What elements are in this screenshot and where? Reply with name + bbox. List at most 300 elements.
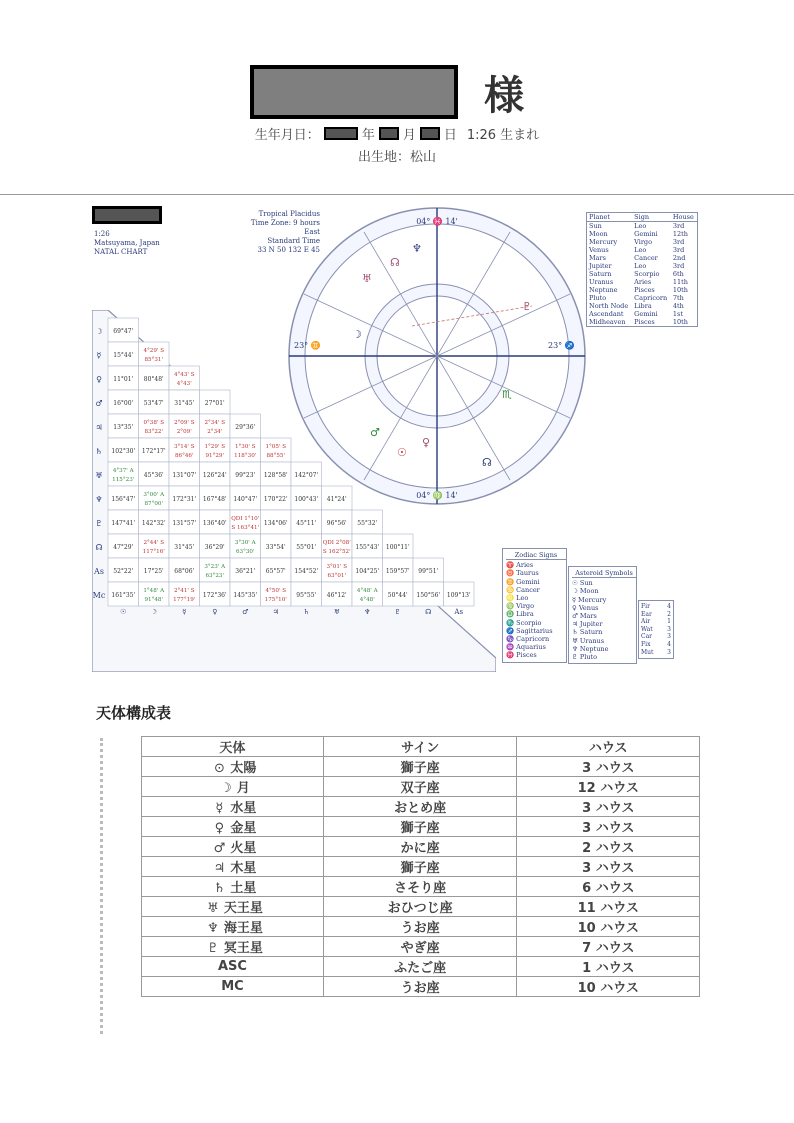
- grid-cell-value: 96°56': [326, 520, 347, 527]
- grid-cell-value: 3°23' A: [204, 564, 226, 570]
- planet-cell: [142, 937, 324, 957]
- grid-cell-value: 134°06': [263, 520, 288, 527]
- planet-cell: [142, 977, 324, 997]
- grid-cell-value: 136°40': [202, 520, 227, 527]
- planet-name: 土星: [230, 881, 257, 896]
- grid-col-label: ☽: [150, 608, 157, 616]
- honorific: 様: [484, 72, 524, 119]
- planet-table-cell: Midheaven: [589, 318, 626, 326]
- planet-table-cell: Gemini: [634, 310, 658, 318]
- composition-row: [142, 797, 700, 817]
- composition-row: [142, 877, 700, 897]
- grid-cell-value: 142°32': [141, 520, 166, 527]
- grid-cell-value: 63°30': [235, 549, 255, 555]
- asteroid-item: ♆ Neptune: [572, 644, 609, 653]
- planet-table-row: [587, 318, 697, 326]
- grid-cell-value: 109°13': [446, 592, 471, 599]
- planet-name: MC: [221, 979, 244, 994]
- grid-cell-value: 175°10': [264, 597, 287, 603]
- cusp-label-right: 23° ♐: [548, 341, 575, 350]
- grid-cell-value: QDI 1°10': [231, 516, 260, 522]
- birth-date-line: [0, 124, 794, 143]
- composition-row: [142, 857, 700, 877]
- neptune-glyph: ♆: [412, 242, 422, 255]
- sign-cell: さそり座: [323, 877, 517, 897]
- pluto-glyph: ♇: [522, 300, 532, 313]
- element-row: [641, 649, 671, 657]
- cusp-label-bottom: 04° ♍ 14': [416, 491, 458, 500]
- grid-cell-value: 177°19': [173, 597, 196, 603]
- zodiac-item: ♈ Aries: [506, 561, 534, 570]
- grid-cell-value: 131°57': [172, 520, 197, 527]
- grid-cell-value: 13°35': [113, 424, 134, 431]
- aspect-grid: [92, 310, 496, 672]
- planet-cell: [142, 897, 324, 917]
- grid-cell-value: 3°14' S: [173, 444, 195, 450]
- grid-cell-value: 115°23': [112, 477, 135, 483]
- planet-table-cell: Venus: [589, 246, 609, 254]
- grid-cell-value: 53°47': [143, 400, 164, 407]
- asteroid-item: ♇ Pluto: [572, 653, 598, 662]
- zodiac-legend: [502, 548, 567, 663]
- natal-chart: [92, 206, 704, 674]
- asteroid-item: ☉ Sun: [572, 579, 593, 588]
- grid-cell-value: 63°01': [327, 573, 347, 579]
- grid-cell-value: 11°01': [113, 376, 134, 383]
- grid-cell-value: 3°00' A: [143, 492, 165, 498]
- planet-table-cell: 3rd: [672, 222, 685, 230]
- element-row: [641, 626, 671, 634]
- house-cell: 1 ハウス: [517, 957, 700, 977]
- planet-table-cell: Pisces: [634, 318, 655, 326]
- asteroid-item: ♅ Uranus: [572, 636, 605, 645]
- grid-cell-value: 36°21': [235, 568, 256, 575]
- grid-cell-value: 2°09' S: [173, 420, 195, 426]
- grid-cell-value: 159°57': [385, 568, 410, 575]
- grid-cell-value: 3°30' A: [234, 540, 256, 546]
- planet-table-cell: 3rd: [672, 246, 685, 254]
- planet-table-cell: 2nd: [672, 254, 686, 262]
- redacted-chart-name: [92, 206, 162, 224]
- planet-table-cell: Sun: [589, 222, 602, 230]
- col-house: ハウス: [517, 737, 700, 757]
- asteroid-legend-title: Asteroid Symbols: [572, 569, 636, 578]
- grid-cell-value: 172°17': [141, 448, 166, 455]
- planet-table-cell: 11th: [672, 278, 688, 286]
- name-row: [250, 64, 524, 120]
- month-unit: 月: [402, 128, 416, 143]
- grid-cell-value: 50°44': [387, 592, 408, 599]
- grid-cell-value: 83°22': [144, 429, 164, 435]
- grid-cell-value: 2°09': [176, 429, 192, 435]
- house-cell: 10 ハウス: [517, 977, 700, 997]
- asteroid-item: ♀ Venus: [572, 603, 599, 612]
- planet-name: 太陽: [230, 761, 257, 776]
- house-cell: 3 ハウス: [517, 857, 700, 877]
- redacted-year: [324, 127, 358, 140]
- redacted-name: [250, 65, 458, 119]
- grid-cell-value: 147°41': [111, 520, 136, 527]
- planet-name: 水星: [230, 801, 257, 816]
- element-name: Fix: [641, 640, 651, 648]
- grid-cell-value: 99°23': [235, 472, 256, 479]
- grid-col-label: ☿: [182, 608, 187, 616]
- grid-cell-value: 4°43' S: [173, 372, 195, 378]
- planet-table-cell: Scorpio: [634, 270, 660, 278]
- planet-sign-table: [586, 212, 698, 327]
- cusp-label-left: 23° ♊: [294, 341, 321, 350]
- tz-line: Standard Time: [267, 237, 320, 245]
- sign-cell: 獅子座: [323, 757, 517, 777]
- house-cell: 11 ハウス: [517, 897, 700, 917]
- grid-row-label: ♀: [96, 375, 102, 384]
- sign-cell: おひつじ座: [323, 897, 517, 917]
- composition-row: [142, 757, 700, 777]
- grid-cell-value: 95°55': [296, 592, 317, 599]
- planet-table-cell: 12th: [672, 230, 688, 238]
- planet-table-cell: Virgo: [634, 238, 652, 246]
- chart-info-time: 1:26: [94, 230, 110, 238]
- grid-cell-value: S 163°41': [231, 525, 260, 531]
- grid-cell-value: 88°55': [266, 453, 286, 459]
- grid-cell-value: 85°31': [144, 357, 164, 363]
- element-count: 4: [667, 603, 671, 610]
- grid-cell-value: 55°01': [296, 544, 317, 551]
- planet-table-cell: Leo: [634, 246, 647, 254]
- col-planet: 天体: [142, 737, 324, 757]
- mars-glyph: ♂: [370, 426, 380, 439]
- planet-table-row: [587, 262, 697, 270]
- zodiac-item: ♉ Taurus: [506, 569, 539, 578]
- planet-table-cell: Jupiter: [589, 262, 612, 270]
- planet-name: 天王星: [223, 901, 263, 916]
- zodiac-item: ♎ Libra: [506, 610, 534, 619]
- jupiter-icon: ♃: [213, 861, 226, 876]
- element-counts: [638, 600, 674, 659]
- planet-table-cell: Uranus: [589, 278, 614, 286]
- planet-cell: [142, 917, 324, 937]
- planet-table-row: [587, 286, 697, 294]
- tz-line: 33 N 50 132 E 45: [257, 246, 320, 254]
- grid-cell-value: 69°47': [113, 328, 134, 335]
- composition-row: [142, 957, 700, 977]
- composition-row: [142, 837, 700, 857]
- grid-col-label: ♃: [272, 608, 279, 616]
- grid-cell-value: 118°30': [234, 453, 257, 459]
- house-cell: 7 ハウス: [517, 937, 700, 957]
- grid-cell-value: 145°35': [233, 592, 258, 599]
- node-glyph: ☊: [390, 256, 400, 269]
- saturn-icon: ♄: [213, 881, 226, 896]
- element-name: Ear: [641, 610, 652, 618]
- planet-cell: [142, 817, 324, 837]
- planet-table-cell: Mercury: [589, 238, 618, 246]
- element-row: [641, 611, 671, 619]
- redacted-day: [420, 127, 440, 140]
- house-cell: 3 ハウス: [517, 797, 700, 817]
- planet-cell: [142, 857, 324, 877]
- planet-table-row: [587, 254, 697, 262]
- planet-table-row: [587, 278, 697, 286]
- tz-line: Tropical Placidus: [258, 210, 320, 218]
- grid-cell-value: 100°43': [294, 496, 319, 503]
- element-row: [641, 633, 671, 641]
- mercury-icon: ☿: [215, 801, 224, 816]
- grid-cell-value: 1°48' A: [143, 588, 165, 594]
- zodiac-item: ♌ Leo: [506, 594, 529, 603]
- grid-cell-value: 117°16': [142, 549, 165, 555]
- grid-cell-value: 33°54': [265, 544, 286, 551]
- zodiac-item: ♓ Pisces: [506, 651, 537, 660]
- house-cell: 10 ハウス: [517, 917, 700, 937]
- planet-table-cell: Pluto: [589, 294, 607, 302]
- planet-table-row: [587, 230, 697, 238]
- uranus-icon: ♅: [207, 901, 219, 916]
- planet-table-row: [587, 246, 697, 254]
- planet-table-row: [587, 270, 697, 278]
- planet-table-cell: Gemini: [634, 230, 658, 238]
- zodiac-legend-title: Zodiac Signs: [506, 551, 566, 560]
- grid-cell-value: 65°57': [265, 568, 286, 575]
- asteroid-item: ♃ Jupiter: [572, 620, 603, 629]
- grid-cell-value: 2°34': [207, 429, 223, 435]
- chart-info-place: Matsuyama, Japan: [94, 239, 160, 247]
- grid-col-label: ♅: [333, 608, 340, 616]
- grid-cell-value: 156°47': [111, 496, 136, 503]
- grid-cell-value: 4°37' A: [112, 468, 134, 474]
- sign-cell: 獅子座: [323, 817, 517, 837]
- zodiac-item: ♑ Capricorn: [506, 635, 550, 644]
- grid-cell-value: QDI 2°08': [322, 540, 351, 546]
- composition-row: [142, 917, 700, 937]
- grid-cell-value: 2°44' S: [143, 540, 165, 546]
- grid-cell-value: 131°07': [172, 472, 197, 479]
- grid-cell-value: 86°46': [174, 453, 194, 459]
- planet-table-cell: 4th: [672, 302, 684, 310]
- element-count: 2: [667, 610, 671, 618]
- grid-cell-value: 55°32': [357, 520, 378, 527]
- planet-table-row: [587, 310, 697, 318]
- sign-cell: 双子座: [323, 777, 517, 797]
- zodiac-item: ♐ Sagittarius: [506, 626, 553, 635]
- sign-cell: やぎ座: [323, 937, 517, 957]
- grid-cell-value: 36°29': [204, 544, 225, 551]
- planet-table-row: [587, 294, 697, 302]
- planet-table-cell: 10th: [672, 318, 688, 326]
- grid-cell-value: 1°30' S: [234, 444, 256, 450]
- grid-cell-value: 16°00': [113, 400, 134, 407]
- planet-table-cell: Mars: [589, 254, 606, 262]
- grid-cell-value: 102°30': [111, 448, 136, 455]
- tz-line: Time Zone: 9 hours East: [250, 219, 320, 236]
- grid-cell-value: 4°50' S: [265, 588, 287, 594]
- planet-table-row: [587, 302, 697, 310]
- grid-col-label: ♇: [394, 608, 401, 616]
- grid-col-label: ☊: [425, 608, 432, 616]
- grid-row-label: ♆: [95, 495, 103, 504]
- grid-cell-value: 52°22': [113, 568, 134, 575]
- grid-cell-value: 31°45': [174, 544, 195, 551]
- composition-row: [142, 937, 700, 957]
- grid-cell-value: 46°12': [326, 592, 347, 599]
- grid-cell-value: 1°29' S: [204, 444, 226, 450]
- grid-cell-value: 29°36': [235, 424, 256, 431]
- col-sign: サイン: [323, 737, 517, 757]
- planet-table-cell: 7th: [672, 294, 684, 302]
- zodiac-item: ♍ Virgo: [506, 602, 534, 611]
- planet-table-cell: Aries: [634, 278, 652, 286]
- house-cell: 3 ハウス: [517, 817, 700, 837]
- element-name: Fir: [641, 603, 650, 610]
- grid-cell-value: 4°29' S: [143, 348, 165, 354]
- element-row: [641, 641, 671, 649]
- grid-cell-value: 154°52': [294, 568, 319, 575]
- planet-table-cell: Saturn: [589, 270, 612, 278]
- moon-icon: ☽: [220, 781, 232, 796]
- planet-table-cell: Leo: [634, 222, 647, 230]
- grid-cell-value: 41°24': [326, 496, 347, 503]
- planet-table-cell: 3rd: [672, 262, 685, 270]
- house-cell: 3 ハウス: [517, 757, 700, 777]
- grid-col-label: ♄: [303, 608, 310, 616]
- redacted-month: [379, 127, 399, 140]
- planet-table-header: Planet: [587, 213, 632, 222]
- page-header: [0, 0, 794, 196]
- saturn-glyph: ♏: [502, 388, 512, 401]
- planet-name: 月: [236, 781, 250, 796]
- grid-cell-value: 4°43': [176, 381, 192, 387]
- sign-cell: おとめ座: [323, 797, 517, 817]
- planet-table-cell: Moon: [589, 230, 608, 238]
- grid-cell-value: 45°36': [143, 472, 164, 479]
- planet-cell: [142, 877, 324, 897]
- mars-icon: ♂: [213, 841, 226, 856]
- composition-row: [142, 777, 700, 797]
- element-count: 4: [667, 640, 671, 648]
- sign-cell: 獅子座: [323, 857, 517, 877]
- grid-row-label: ♃: [95, 423, 103, 432]
- asteroid-item: ☿ Mercury: [572, 595, 607, 604]
- planet-table-cell: North Node: [589, 302, 629, 310]
- grid-col-label: As: [454, 608, 464, 616]
- grid-row-label: ♅: [95, 471, 103, 480]
- neptune-icon: ♆: [207, 921, 219, 936]
- grid-cell-value: 47°29': [113, 544, 134, 551]
- planet-cell: [142, 837, 324, 857]
- element-count: 3: [667, 648, 671, 656]
- grid-row-label: ☊: [95, 543, 103, 552]
- grid-cell-value: 142°07': [294, 472, 319, 479]
- moon-glyph: ☽: [352, 328, 362, 341]
- dotted-accent: [100, 738, 103, 1034]
- planet-table-cell: Cancer: [634, 254, 658, 262]
- planet-name: ASC: [217, 959, 247, 974]
- year-unit: 年: [361, 128, 375, 143]
- zodiac-item: ♒ Aquarius: [506, 643, 546, 652]
- element-row: [641, 618, 671, 626]
- grid-cell-value: 104°25': [355, 568, 380, 575]
- planet-table-cell: 10th: [672, 286, 688, 294]
- asteroid-legend: [568, 566, 637, 664]
- grid-cell-value: 91°29': [205, 453, 225, 459]
- grid-row-label: ☿: [96, 351, 102, 360]
- zodiac-item: ♊ Gemini: [506, 577, 540, 586]
- house-cell: 2 ハウス: [517, 837, 700, 857]
- planet-table-cell: Leo: [634, 262, 647, 270]
- venus-glyph: ♀: [422, 436, 431, 449]
- element-count: 1: [667, 618, 671, 626]
- grid-cell-value: 27°01': [204, 400, 225, 407]
- planet-cell: [142, 797, 324, 817]
- grid-row-label: As: [94, 567, 104, 576]
- planet-table-cell: Libra: [634, 302, 652, 310]
- grid-col-label: ♂: [242, 608, 249, 616]
- grid-cell-value: 161°35': [111, 592, 136, 599]
- sun-glyph: ☉: [397, 446, 407, 459]
- planet-table-cell: Neptune: [589, 286, 618, 294]
- grid-cell-value: 0°38' S: [143, 420, 165, 426]
- grid-cell-value: 128°58': [263, 472, 288, 479]
- asteroid-item: ♂ Mars: [572, 612, 597, 621]
- birth-time: 1:26 生まれ: [466, 128, 540, 143]
- node-south-glyph: ☊: [482, 456, 492, 469]
- grid-cell-value: 170°22': [263, 496, 288, 503]
- chart-info-type: NATAL CHART: [94, 248, 148, 256]
- planet-table-cell: 3rd: [672, 238, 685, 246]
- planet-table-header: House: [671, 213, 697, 222]
- planet-cell: [142, 757, 324, 777]
- element-name: Air: [641, 618, 651, 626]
- divider: [0, 194, 794, 195]
- planet-name: 金星: [230, 821, 257, 836]
- grid-cell-value: 140°47': [233, 496, 258, 503]
- grid-cell-value: 172°31': [172, 496, 197, 503]
- grid-row-label: ♄: [95, 447, 103, 456]
- planet-table-cell: 1st: [672, 310, 683, 318]
- birthplace: 出生地：松山: [357, 150, 436, 165]
- planet-cell: [142, 957, 324, 977]
- grid-cell-value: 68°06': [174, 568, 195, 575]
- grid-cell-value: 3°01' S: [326, 564, 348, 570]
- sign-cell: ふたご座: [323, 957, 517, 977]
- grid-row-label: Mc: [92, 591, 106, 600]
- pluto-icon: ♇: [207, 941, 219, 956]
- planet-name: 海王星: [223, 921, 263, 936]
- composition-row: [142, 817, 700, 837]
- grid-cell-value: 150°56': [416, 592, 441, 599]
- planet-composition-table: [141, 736, 700, 997]
- grid-cell-value: 63°23': [205, 573, 225, 579]
- grid-cell-value: 172°36': [202, 592, 227, 599]
- grid-cell-value: 17°25': [143, 568, 164, 575]
- planet-table-header: Sign: [632, 213, 671, 222]
- sign-cell: かに座: [323, 837, 517, 857]
- planet-table-cell: Pisces: [634, 286, 655, 294]
- planet-table-row: [587, 222, 697, 231]
- grid-cell-value: 91°48': [144, 597, 164, 603]
- grid-row-label: ♂: [95, 399, 103, 408]
- house-cell: 6 ハウス: [517, 877, 700, 897]
- grid-cell-value: 4°48' A: [356, 588, 378, 594]
- element-name: Car: [641, 633, 653, 641]
- grid-cell-value: 80°48': [143, 376, 164, 383]
- cusp-label-top: 04° ♓ 14': [416, 217, 458, 226]
- element-name: Wat: [641, 625, 653, 633]
- grid-col-label: ♀: [212, 608, 218, 616]
- grid-row-label: ☽: [95, 327, 103, 336]
- grid-cell-value: 2°41' S: [173, 588, 195, 594]
- grid-cell-value: 155°43': [355, 544, 380, 551]
